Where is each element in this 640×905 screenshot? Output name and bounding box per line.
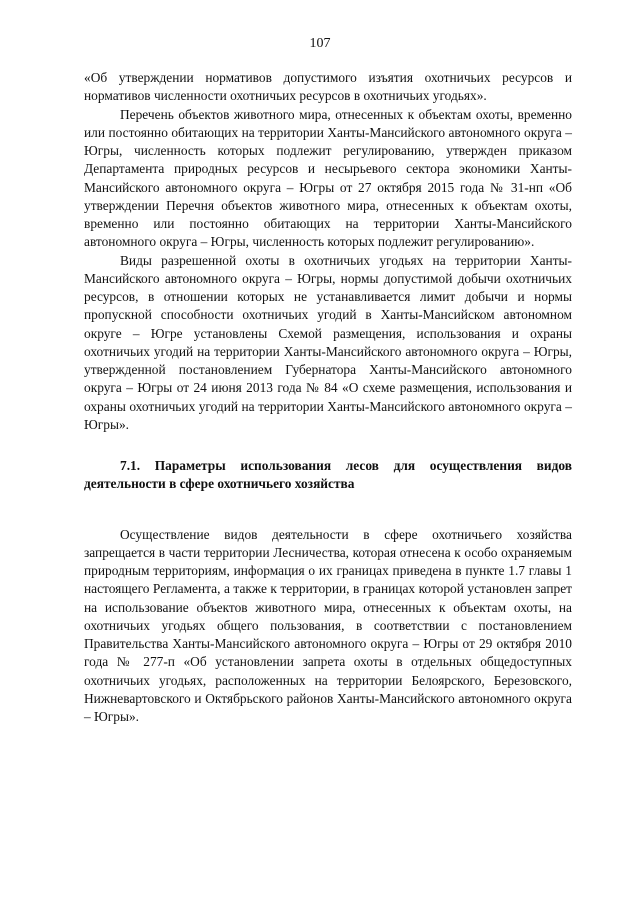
page-number: 107 — [309, 36, 331, 51]
paragraph-normatives-continuation: «Об утверждении нормативов допустимого изъятия охотничьих ресурсов и нормативов численности охотничьих ресурсов в охотничьих угодьях». — [84, 70, 572, 104]
paragraph-hunting-restrictions: Осуществление видов деятельности в сфере охотничьего хозяйства запрещается в части территории Лесничества, которая отнесена к особо охраняемым природным территориям, информация о их границах приведена в пункте 1.7 главы 1 настоящего Регламента, а также к территории, в границах которой установлен запрет на использование объектов животного мира, отнесенных к объектам охоты, на охотничьих угодьях общего пользования, в соответствии с постановлением Правительства Ханты-Мансийского автономного округа – Югры от 29 октября 2010 года № 277-п «Об установлении запрета охоты в отдельных общедоступных охотничьих угодьях, расположенных на территории Белоярского, Березовского, Нижневартовского и Октябрьского районов Ханты-Мансийского автономного округа – Югры». — [84, 526, 572, 724]
section-heading: 7.1. Параметры использования лесов для осуществления видов деятельности в сфере охотничьего хозяйства — [84, 458, 572, 492]
document-body — [84, 69, 572, 726]
paragraph-hunting-objects-list: Перечень объектов животного мира, отнесенных к объектам охоты, временно или постоянно обитающих на территории Ханты-Мансийского автономного округа – Югры, численность которых подлежит регулированию, утвержден приказом Департамента природных ресурсов и несырьевого сектора экономики Ханты-Мансийского автономного округа – Югры от 27 октября 2015 года № 31-нп «Об утверждении Перечня объектов животного мира, отнесенных к объектам охоты, временно или постоянно обитающих на территории Ханты-Мансийского автономного округа – Югры, численность которых подлежит регулированию». — [84, 106, 572, 250]
paragraph-permitted-hunting-types: Виды разрешенной охоты в охотничьих угодьях на территории Ханты-Мансийского автономного округа – Югры, нормы допустимой добычи охотничьих ресурсов, в отношении которых не устанавливается лимит добычи и нормы пропускной способности охотничьих угодий в Ханты-Мансийском автономном округе – Югре установлены Схемой размещения, использования и охраны охотничьих угодий на территории Ханты-Мансийского автономного округа – Югры, утвержденной постановлением Губернатора Ханты-Мансийского автономного округа – Югры от 24 июня 2013 года № 84 «О схеме размещения, использования и охраны охотничьих угодий на территории Ханты-Мансийского автономного округа – Югры». — [84, 252, 572, 432]
